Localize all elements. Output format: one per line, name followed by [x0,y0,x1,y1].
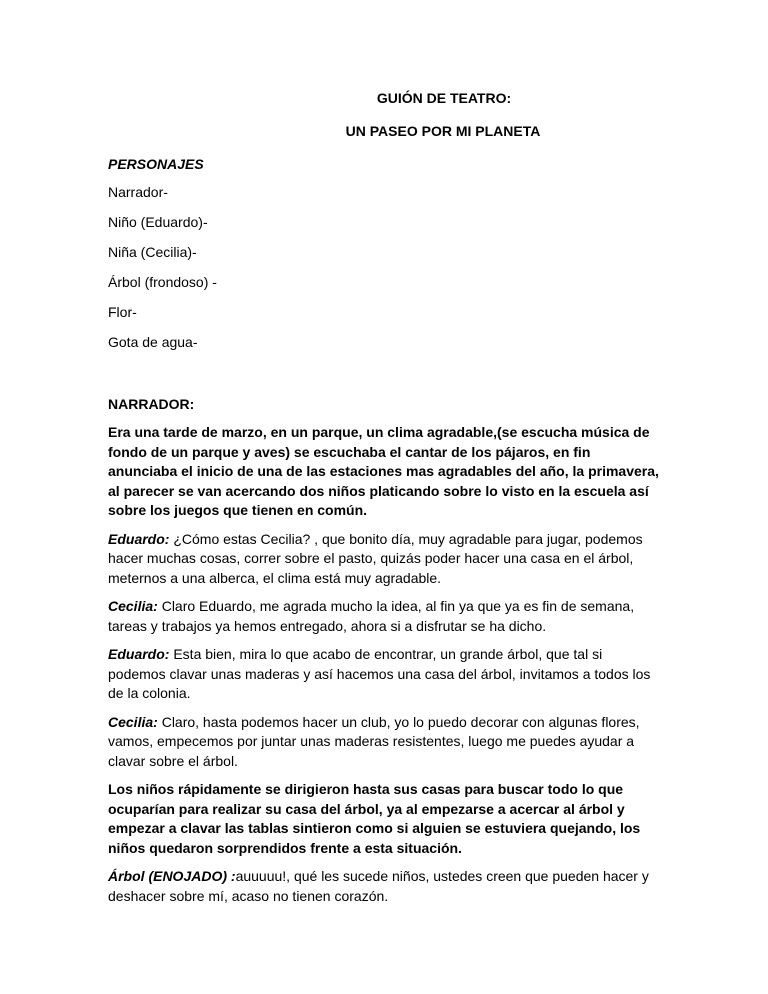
dialogue-line [108,645,660,704]
dialogue-line [108,867,660,906]
speaker-name: Cecilia: [108,598,158,614]
character-item: Niño (Eduardo)- [108,214,208,230]
script-subtitle: UN PASEO POR MI PLANETA [345,123,541,139]
character-item: Narrador- [108,184,168,200]
characters-heading: PERSONAJES [108,156,204,172]
dialogue-text: ¿Cómo estas Cecilia? , que bonito día, muy agradable para jugar, podemos hacer muchas cosas, correr sobre el pasto, quizás poder hacer una casa en el árbol, meternos a una alberca, el clima está muy agradable. [108,530,643,586]
dialogue-text: Esta bien, mira lo que acabo de encontrar, un grande árbol, que tal si podemos clavar unas maderas y así hacemos una casa del árbol, invitamos a todos los de la colonia. [108,646,651,701]
dialogue-text: auuuuu!, qué les sucede niños, ustedes creen que pueden hacer y deshacer sobre mí, acaso no tienen corazón. [108,868,649,904]
dialogue-line [108,713,660,772]
speaker-name: Eduardo: [108,646,170,662]
dialogue-line [108,530,660,589]
script-title: GUIÓN DE TEATRO: [376,90,512,106]
dialogue-text: Claro Eduardo, me agrada mucho la idea, al fin ya que ya es fin de semana, tareas y trabajos ya hemos entregado, ahora si a disfrutar se ha dicho. [108,598,635,634]
narration-paragraph: Los niños rápidamente se dirigieron hasta sus casas para buscar todo lo que ocuparían para realizar su casa del árbol, ya al empezarse a acercar al árbol y empezar a clavar las tablas sintieron como si alguien se estuviera quejando, los niños quedaron sorprendidos frente a esta situación. [108,781,641,856]
speaker-name: Eduardo: [108,530,170,547]
character-item: Gota de agua- [108,334,198,350]
character-item: Flor- [108,304,137,320]
character-item: Árbol (frondoso) - [108,274,217,290]
dialogue-line [108,597,660,636]
character-item: Niña (Cecilia)- [108,244,197,260]
narrator-heading: NARRADOR: [108,396,195,412]
dialogue-text: Claro, hasta podemos hacer un club, yo lo puedo decorar con algunas flores, vamos, empecemos por juntar unas maderas resistentes, luego me puedes ayudar a clavar sobre el árbol. [108,713,640,769]
narration-paragraph: Era una tarde de marzo, en un parque, un clima agradable,(se escucha música de fondo de un parque y aves) se escuchaba el cantar de los pájaros, en fin anunciaba el inicio de una de las estaciones mas agradables del año, la primavera, al parecer se van acercando dos niños platicando sobre lo visto en la escuela así sobre los juegos que tienen en común. [108,424,659,518]
spacer [108,364,660,396]
speaker-name: Árbol (ENOJADO) : [108,868,236,884]
speaker-name: Cecilia: [108,713,158,730]
